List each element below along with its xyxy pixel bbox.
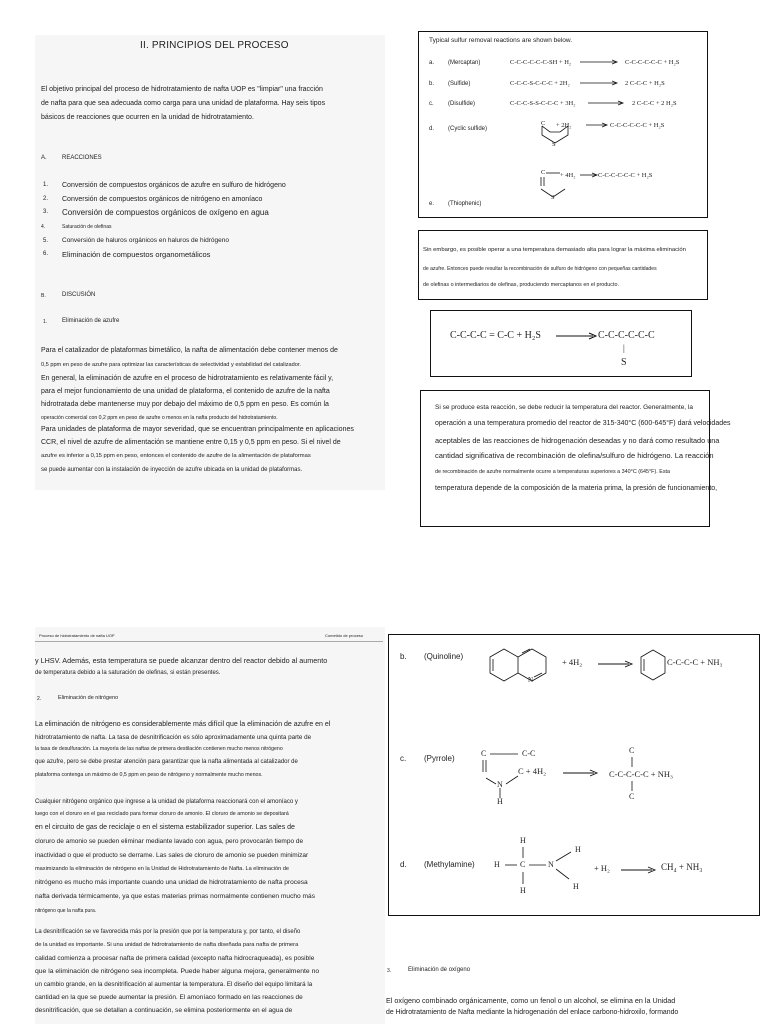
subsection-2-number: 2. bbox=[37, 696, 42, 702]
sulfur-row-d-lhs: + 2H₂ bbox=[556, 122, 572, 129]
sulfur-row-c-letter: c. bbox=[429, 101, 434, 107]
note-line-3: de olefinas o intermediarios de olefinas, produciendo mercaptanos en el producto. bbox=[423, 282, 619, 288]
reaction-text-6: Eliminación de compuestos organometálicos bbox=[62, 250, 211, 259]
quinoline-nitrogen: N bbox=[528, 676, 534, 684]
p3-line-4: que la eliminación de nitrógeno sea incompleta. Puede haber alguna mejora, generalmente no bbox=[35, 968, 320, 975]
subsection-2-title: Eliminación de nitrógeno bbox=[58, 695, 119, 701]
note-line-2: de azufre. Entonces puede resultar la recombinación de sulfuro de hidrógeno con pequeñas cantidades bbox=[423, 266, 657, 272]
quinoline-structure bbox=[478, 643, 558, 693]
quinoline-name: (Quinoline) bbox=[424, 652, 464, 661]
sulfur-row-b-lhs: C-C-C-S-C-C-C + 2H₂ bbox=[510, 80, 570, 87]
cont-line-2: de temperatura debido a la saturación de olefinas, si están presentes. bbox=[35, 670, 221, 676]
pyrrole-carbon-left: C bbox=[481, 749, 487, 758]
p2-line-5: inactividad o que el producto se derrame. Las sales de cloruro de amonio se pueden minimizar bbox=[35, 852, 309, 859]
section-a-title: REACCIONES bbox=[62, 155, 102, 161]
temp-line-3: aceptables de las reacciones de hidrogenación deseadas y no dará como resultado una bbox=[435, 436, 720, 445]
p1-line-4: que azufre, pero se debe prestar atención para garantizar que la nafta alimentada al catalizador de bbox=[35, 759, 298, 765]
p1-line-5: plataforma contenga un máximo de 0,5 ppm en peso de nitrógeno y normalmente mucho menos. bbox=[35, 772, 263, 778]
recomb-bond: | bbox=[623, 343, 625, 353]
sulfur-row-a-name: (Mercaptan) bbox=[448, 60, 481, 66]
p1-line-2: hidrotratamiento de nafta. La tasa de desnitrificación es sólo aproximadamente una quinta parte de bbox=[35, 734, 312, 741]
reaction-text-3: Conversión de compuestos orgánicos de oxígeno en agua bbox=[62, 208, 269, 217]
section-a-letter: A. bbox=[41, 155, 47, 161]
body-line-6: operación comercial con 0,2 ppm en peso de azufre o menos en la nafta producto del hidrotratamiento. bbox=[41, 415, 278, 421]
body-line-4: para el mejor funcionamiento de una unidad de plataforma, el contenido de azufre de la nafta bbox=[41, 388, 330, 395]
sulfur-box-heading: Typical sulfur removal reactions are shown below. bbox=[429, 37, 573, 44]
quinoline-product-ring bbox=[635, 645, 671, 689]
pyrrole-h2: C + 4H₂ bbox=[518, 766, 547, 776]
sulfur-row-a-lhs: C-C-C-C-C-C-SH + H₂ bbox=[510, 59, 572, 66]
methylamine-arrow bbox=[620, 865, 658, 875]
cont-line-1: y LHSV. Además, esta temperatura se puede alcanzar dentro del reactor debido al aumento bbox=[35, 656, 328, 665]
body-line-3: En general, la eliminación de azufre en el proceso de hidrotratamiento es relativamente fácil y, bbox=[41, 375, 334, 382]
p3-line-5: un cambio grande, en la desnitrificación al aumentar la temperatura. El diseño del equipo limitará la bbox=[35, 981, 313, 988]
reaction-num-5: 5. bbox=[43, 238, 49, 244]
p2-line-9: nitrógeno que la nafta pura. bbox=[35, 908, 97, 914]
cyclic-sulfide-sulfur: S bbox=[552, 141, 556, 148]
methylamine-h-left: H bbox=[494, 860, 500, 869]
methylamine-h-bottom: H bbox=[520, 886, 526, 895]
p3-line-3: calidad comienza a procesar nafta de primera calidad (excepto nafta hidrocraqueada), es posible bbox=[35, 955, 315, 962]
p3-line-1: La desnitrificación se ve favorecida más por la presión que por la temperatura y, por tanto, el diseño bbox=[35, 929, 301, 935]
reaction-text-4: Saturación de olefinas bbox=[62, 224, 112, 230]
methylamine-nitrogen: N bbox=[548, 860, 554, 869]
section-b-title: DISCUSIÓN bbox=[62, 292, 96, 298]
p2-line-6: maximizando la eliminación de nitrógeno en la Unidad de Hidrotratamiento de Nafta. La eliminación de bbox=[35, 866, 290, 872]
temp-line-1: Si se produce esta reacción, se debe reducir la temperatura del reactor. Generalmente, la bbox=[435, 404, 693, 411]
body-line-1: Para el catalizador de plataformas bimetálico, la nafta de alimentación debe contener menos de bbox=[41, 347, 338, 354]
methylamine-h-n-top: H bbox=[575, 845, 581, 854]
body-line-2: 0,5 ppm en peso de azufre para optimizar las características de selectividad y estabilidad del catalizador. bbox=[41, 362, 301, 368]
pyrrole-product: C-C-C-C-C + NH₃ bbox=[609, 769, 673, 779]
pyrrole-product-top: C bbox=[629, 746, 635, 755]
recomb-lhs: C-C-C-C = C-C + H₂S bbox=[450, 330, 541, 341]
temp-line-2: operación a una temperatura promedio del reactor de 315-340°C (600-645°F) dará velocidades bbox=[435, 420, 731, 427]
pyrrole-arrow bbox=[562, 768, 600, 778]
reaction-text-2: Conversión de compuestos orgánicos de nitrógeno en amoníaco bbox=[62, 196, 263, 203]
sulfur-row-e-name: (Thiophenic) bbox=[448, 201, 482, 207]
p1-line-1: La eliminación de nitrógeno es considerablemente más difícil que la eliminación de azufre en el bbox=[35, 721, 331, 728]
reaction-num-4: 4. bbox=[41, 224, 46, 230]
p1-line-3: la tasa de desulfuración. La mayoría de las naftas de primera destilación contienen mucho menos nitrógeno bbox=[35, 746, 283, 752]
cyclic-sulfide-carbon: C bbox=[541, 120, 546, 127]
intro-line-1: El objetivo principal del proceso de hidrotratamiento de nafta UOP es "limpiar" una fracción bbox=[41, 86, 323, 93]
pyrrole-hydrogen: H bbox=[497, 797, 503, 806]
recomb-sulfur: S bbox=[621, 357, 627, 368]
methylamine-bonds bbox=[495, 835, 585, 895]
pyrrole-name: (Pyrrole) bbox=[424, 754, 455, 763]
p2-line-7: nitrógeno es mucho más importante cuando una unidad de hidrotratamiento de nafta procesa bbox=[35, 879, 308, 886]
reaction-num-1: 1. bbox=[43, 182, 49, 188]
page-title: II. PRINCIPIOS DEL PROCESO bbox=[140, 40, 289, 51]
recomb-arrow bbox=[555, 331, 599, 341]
sulfur-row-d-letter: d. bbox=[429, 126, 435, 132]
p2-line-2: luego con el cloruro en el gas reciclado para formar cloruro de amonio. El cloruro de amonio se depositará bbox=[35, 811, 289, 817]
subsection-1-title: Eliminación de azufre bbox=[62, 318, 120, 324]
intro-line-2: de nafta para que sea adecuada como carga para una unidad de plataforma. Hay seis tipos bbox=[41, 100, 326, 107]
methylamine-name: (Methylamine) bbox=[424, 860, 475, 869]
recombination-reaction-box bbox=[430, 310, 692, 377]
subsection-1-number: 1. bbox=[43, 319, 48, 325]
methylamine-product: CH₄ + NH₃ bbox=[661, 862, 703, 872]
reaction-num-6: 6. bbox=[43, 251, 49, 257]
p2-line-4: cloruro de amonio se pueden eliminar mediante lavado con agua, pero provocarán tiempo de bbox=[35, 838, 304, 845]
quinoline-h2: + 4H₂ bbox=[562, 657, 583, 667]
sulfur-row-b-name: (Sulfide) bbox=[448, 81, 471, 87]
sulfur-row-c-rhs: 2 C-C-C + 2 H₂S bbox=[632, 100, 677, 107]
sulfur-row-a-rhs: C-C-C-C-C-C + H₂S bbox=[625, 59, 680, 66]
body-line-9: azufre es inferior a 0,15 ppm en peso, entonces el contenido de azufre de la alimentación de plataformas bbox=[41, 453, 311, 459]
page2-header-left: Proceso de hidrotratamiento de nafta UOP bbox=[39, 633, 115, 638]
body-line-5: hidrotratada debe mantenerse muy por debajo del máximo de 0,5 ppm en peso. Es común la bbox=[41, 401, 329, 408]
methylamine-h-n-bottom: H bbox=[573, 882, 579, 891]
body-line-10: se puede aumentar con la instalación de inyección de azufre ubicada en la unidad de plataformas. bbox=[41, 467, 303, 473]
pyrrole-nitrogen: N bbox=[497, 780, 503, 789]
quinoline-product: C-C-C-C + NH₃ bbox=[667, 657, 723, 667]
sulfur-row-a-letter: a. bbox=[429, 60, 435, 66]
recombination-note-box bbox=[418, 230, 708, 300]
subsection-3-title: Eliminación de oxígeno bbox=[408, 967, 471, 973]
reaction-num-2: 2. bbox=[43, 196, 49, 202]
pyrrole-product-bonds bbox=[629, 756, 635, 806]
p2-line-8: nafta derivada térmicamente, ya que estas materias primas normalmente contienen mucho más bbox=[35, 893, 316, 900]
sulfur-row-e-lhs: + 4H₂ bbox=[560, 172, 576, 179]
header-divider bbox=[35, 641, 383, 642]
quinoline-arrow bbox=[597, 659, 635, 669]
sulfur-structures bbox=[418, 31, 708, 218]
reaction-text-5: Conversión de haluros orgánicos en haluros de hidrógeno bbox=[62, 237, 229, 244]
subsection-3-number: 3. bbox=[387, 968, 392, 974]
p2-line-3: en el circuito de gas de reciclaje o en el sistema estabilizador superior. Las sales de bbox=[35, 824, 295, 831]
body-line-8: CCR, el nivel de azufre de alimentación se mantiene entre 0,15 y 0,5 ppm en peso. Si el nivel de bbox=[41, 439, 341, 446]
reaction-text-1: Conversión de compuestos orgánicos de azufre en sulfuro de hidrógeno bbox=[62, 182, 286, 189]
quinoline-letter: b. bbox=[400, 652, 407, 661]
sulfur-row-e-letter: e. bbox=[429, 201, 435, 207]
intro-line-3: básicos de reacciones que ocurren en la unidad de hidrotratamiento. bbox=[41, 114, 254, 121]
sulfur-row-c-name: (Disulfide) bbox=[448, 101, 476, 107]
recomb-rhs: C-C-C-C-C-C bbox=[598, 330, 655, 341]
methylamine-h2: + H₂ bbox=[594, 863, 611, 873]
sulfur-row-b-letter: b. bbox=[429, 81, 435, 87]
page2-header-right: Cometido de proceso bbox=[325, 633, 364, 638]
oxygen-line-2: de Hidrotratamiento de Nafta mediante la hidrogenación del enlace carbono-hidroxilo, formando bbox=[386, 1009, 679, 1016]
thiophene-carbon: C bbox=[541, 169, 546, 176]
reaction-num-3: 3. bbox=[43, 209, 49, 215]
thiophene-sulfur: S bbox=[551, 194, 555, 201]
pyrrole-product-bottom: C bbox=[629, 792, 635, 801]
temp-line-6: temperatura depende de la composición de la materia prima, la presión de funcionamiento, bbox=[435, 485, 718, 492]
temp-line-5: de recombinación de azufre normalmente ocurre a temperaturas superiores a 340°C (645°F). Esta bbox=[435, 469, 671, 475]
sulfur-row-d-name: (Cyclic sulfide) bbox=[448, 126, 488, 132]
p3-line-2: de la unidad es importante. Si una unidad de hidrotratamiento de nafta diseñada para nafta de primera bbox=[35, 942, 299, 948]
note-line-1: Sin embargo, es posible operar a una temperatura demasiado alta para lograr la máxima eliminación bbox=[423, 247, 686, 253]
p3-line-6: cantidad en la que se puede aumentar la presión. El amoníaco formado en las reacciones de bbox=[35, 994, 303, 1001]
sulfur-row-b-rhs: 2 C-C-C + H₂S bbox=[625, 80, 665, 87]
methylamine-letter: d. bbox=[400, 860, 407, 869]
p3-line-7: desnitrificación, que se detallan a continuación, se elimina posteriormente en el agua de bbox=[35, 1007, 293, 1014]
methylamine-h-top: H bbox=[520, 836, 526, 845]
sulfur-row-d-rhs: C-C-C-C-C-C + H₂S bbox=[610, 122, 665, 129]
p2-line-1: Cualquier nitrógeno orgánico que ingrese a la unidad de plataforma reaccionará con el amoníaco y bbox=[35, 799, 298, 805]
temp-line-4: cantidad significativa de recombinación de olefina/sulfuro de hidrógeno. La reacción bbox=[435, 451, 714, 460]
section-b-letter: B. bbox=[41, 293, 46, 299]
methylamine-carbon: C bbox=[520, 860, 526, 869]
sulfur-row-c-lhs: C-C-C-S-S-C-C-C + 3H₂ bbox=[510, 100, 576, 107]
pyrrole-carbon-top: C-C bbox=[522, 749, 536, 758]
oxygen-line-1: El oxígeno combinado orgánicamente, como un fenol o un alcohol, se elimina en la Unidad bbox=[386, 996, 676, 1005]
body-line-7: Para unidades de plataforma de mayor severidad, que se encuentran principalmente en aplicaciones bbox=[41, 426, 354, 433]
pyrrole-letter: c. bbox=[400, 754, 407, 763]
sulfur-row-e-rhs: C-C-C-C-C-C + H₂S bbox=[598, 172, 653, 179]
